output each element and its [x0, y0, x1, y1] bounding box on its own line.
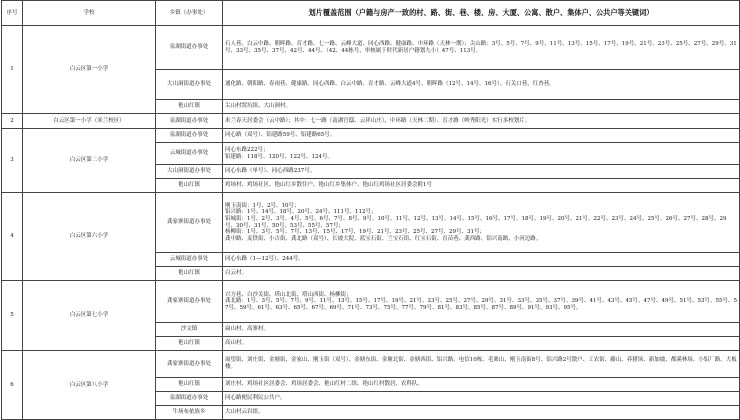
header-row	[2, 1, 740, 26]
town-cell: 艳山红镇	[156, 337, 223, 351]
town-cell: 泉湖街道办事处	[156, 114, 223, 129]
school-number: 1	[2, 26, 23, 114]
range-cell: 高山村。	[223, 337, 740, 351]
range-cell: 白云村。	[223, 267, 740, 281]
town-cell: 云城街道办事处	[156, 143, 223, 165]
table-row	[2, 129, 740, 143]
range-cell: 同心东路222号； 铝建路：118号、120号、122号、124号。	[223, 143, 740, 165]
range-cell: 同心路（双号）、铝建路59号、铝建路65号。	[223, 129, 740, 143]
range-cell: 米兰春天居委会（云中路）；其中：七一路（南湖官邸、云祥山庄）、中环路（天林二期）、育才路（岭秀阳光）实行多校划片。	[223, 114, 740, 129]
range-cell: 石人巷、白云中路、朝晖路、育才路、七一路、云峰大道、同心西路、健康路、中环路（天林一期）；尖山路：3号、5号、7号、9号、11号、13号、15号、17号、19号、21号、23号、25号、27号、29号、31号、33号、35号、37号、42号、44号、（42、44栋号，审核属于时代新居户籍划九小）47号、113号。	[223, 26, 740, 70]
town-cell: 龚家寨街道办事处	[156, 193, 223, 253]
town-cell: 泉湖街道办事处	[156, 392, 223, 406]
header-range: 划片覆盖范围（户籍与房产一致的村、路、街、巷、楼、房、大厦、公寓、散户、集体户、公共户等关键词）	[223, 1, 740, 26]
header-town: 乡镇（办事处）	[156, 1, 223, 26]
range-cell: 尖山村窝坑组、大山洞村。	[223, 100, 740, 114]
range-cell: 兴力巷、白沙关街、塔山北街、塔山西街、杨柳街； 龚北路：1号、3号、5号、7号、9号、11号、13号、15号、17号、19号、21号、23号、25号、27号、29号、31号、33号、35号、37号、39号、41号、43号、45号、47号、49号、51号、53号、55号、57号、59号、61号、63号、65号、67号、69号、71号、73号、75号、77号、79号、81号、83号、85号、87号、89号、91号、93号、95号。	[223, 281, 740, 323]
town-cell: 艳山红镇	[156, 378, 223, 392]
town-cell: 泉湖街道办事处	[156, 129, 223, 143]
town-cell: 艳山红镇	[156, 267, 223, 281]
town-cell: 大山洞街道办事处	[156, 165, 223, 179]
school-number: 3	[2, 129, 23, 193]
town-cell: 龚家寨街道办事处	[156, 281, 223, 323]
range-cell: 同心路便民利民公共户。	[223, 392, 740, 406]
header-no: 序号	[2, 1, 23, 26]
range-cell: 通化路、朝阳路、春雨巷、健康路、同心西路、白云中路、育才路、云峰大道4号、朝晖路（12号、14号、16号）、石关口巷、红杏巷。	[223, 70, 740, 100]
town-cell: 艳山红镇	[156, 100, 223, 114]
range-cell: 展望街、刘庄街、金塘街、金家山、刚玉街（双号）、金塘东街、金塘北街、金塘西街、铝兴路、电信10栋、毛栗山、刚玉南街8号、铝兴路2号散户、工农街、藤山、养猪场、新加坡、都溪林场、小铝厂路、大板楼。	[223, 351, 740, 378]
range-cell: 大山村云岩组。	[223, 406, 740, 420]
town-cell: 沙文镇	[156, 323, 223, 337]
school-number: 2	[2, 114, 23, 129]
range-cell: 刘庄村、鸡场社区居委会、鸡场居委会、艳山红村二组、艳山红村散居、农科队。	[223, 378, 740, 392]
table-row	[2, 193, 740, 253]
town-cell: 艳山红镇	[156, 179, 223, 193]
range-cell: 刚玉南街：1号、2号、10号； 铝兴路：1号、14号、18号、20号、24号、111号、112号； 铝城街：1号、2号、3号、4号、5号、6号、7号、8号、9号、10号、11号、12号、13号、14号、15号、16号、17号、18号、19号、20号、21号、22号、23号、24号、25号、26号、27号、28号、29号、30号、31号、50号、53号、55号、57号； 杨柳街：1号、3号、5号、7号、13号、15号、17号、19号、21号、23号、25号、27号、29号、31号； 龚中路、麦铁街、小吉街、龚北路（双号）、长坡大院、蓝宝石街、兰宝石街、红宝石街、育苗巷、龚西路、铝兴南路、小河边路。	[223, 193, 740, 253]
zoning-table	[1, 0, 740, 420]
range-cell: 同心东路（单号）、同心西路237号。	[223, 165, 740, 179]
table-row	[2, 281, 740, 323]
school-name: 白云区第一小学	[23, 26, 156, 114]
school-name: 白云区第一小学（米兰校区）	[23, 114, 156, 129]
table-row	[2, 26, 740, 70]
school-name: 白云区第七小学	[23, 281, 156, 351]
range-cell: 同心东路（1—12号）、244号。	[223, 253, 740, 267]
school-name: 白云区第二小学	[23, 129, 156, 193]
table-row	[2, 351, 740, 378]
town-cell: 云城街道办事处	[156, 253, 223, 267]
town-cell: 大山洞街道办事处	[156, 70, 223, 100]
table-row	[2, 114, 740, 129]
header-school: 学校	[23, 1, 156, 26]
school-name: 白云区第六小学	[23, 193, 156, 281]
school-name: 白云区第八小学	[23, 351, 156, 420]
range-cell: 扁山村、高寨村。	[223, 323, 740, 337]
town-cell: 牛场布依族乡	[156, 406, 223, 420]
range-cell: 鸡场村、鸡场社区、艳山红乡散住户、艳山红乡集体户、艳山红鸡场社区居委会附1号	[223, 179, 740, 193]
school-number: 6	[2, 351, 23, 420]
town-cell: 龚家寨街道办事处	[156, 351, 223, 378]
school-number: 4	[2, 193, 23, 281]
school-number: 5	[2, 281, 23, 351]
town-cell: 泉湖街道办事处	[156, 26, 223, 70]
